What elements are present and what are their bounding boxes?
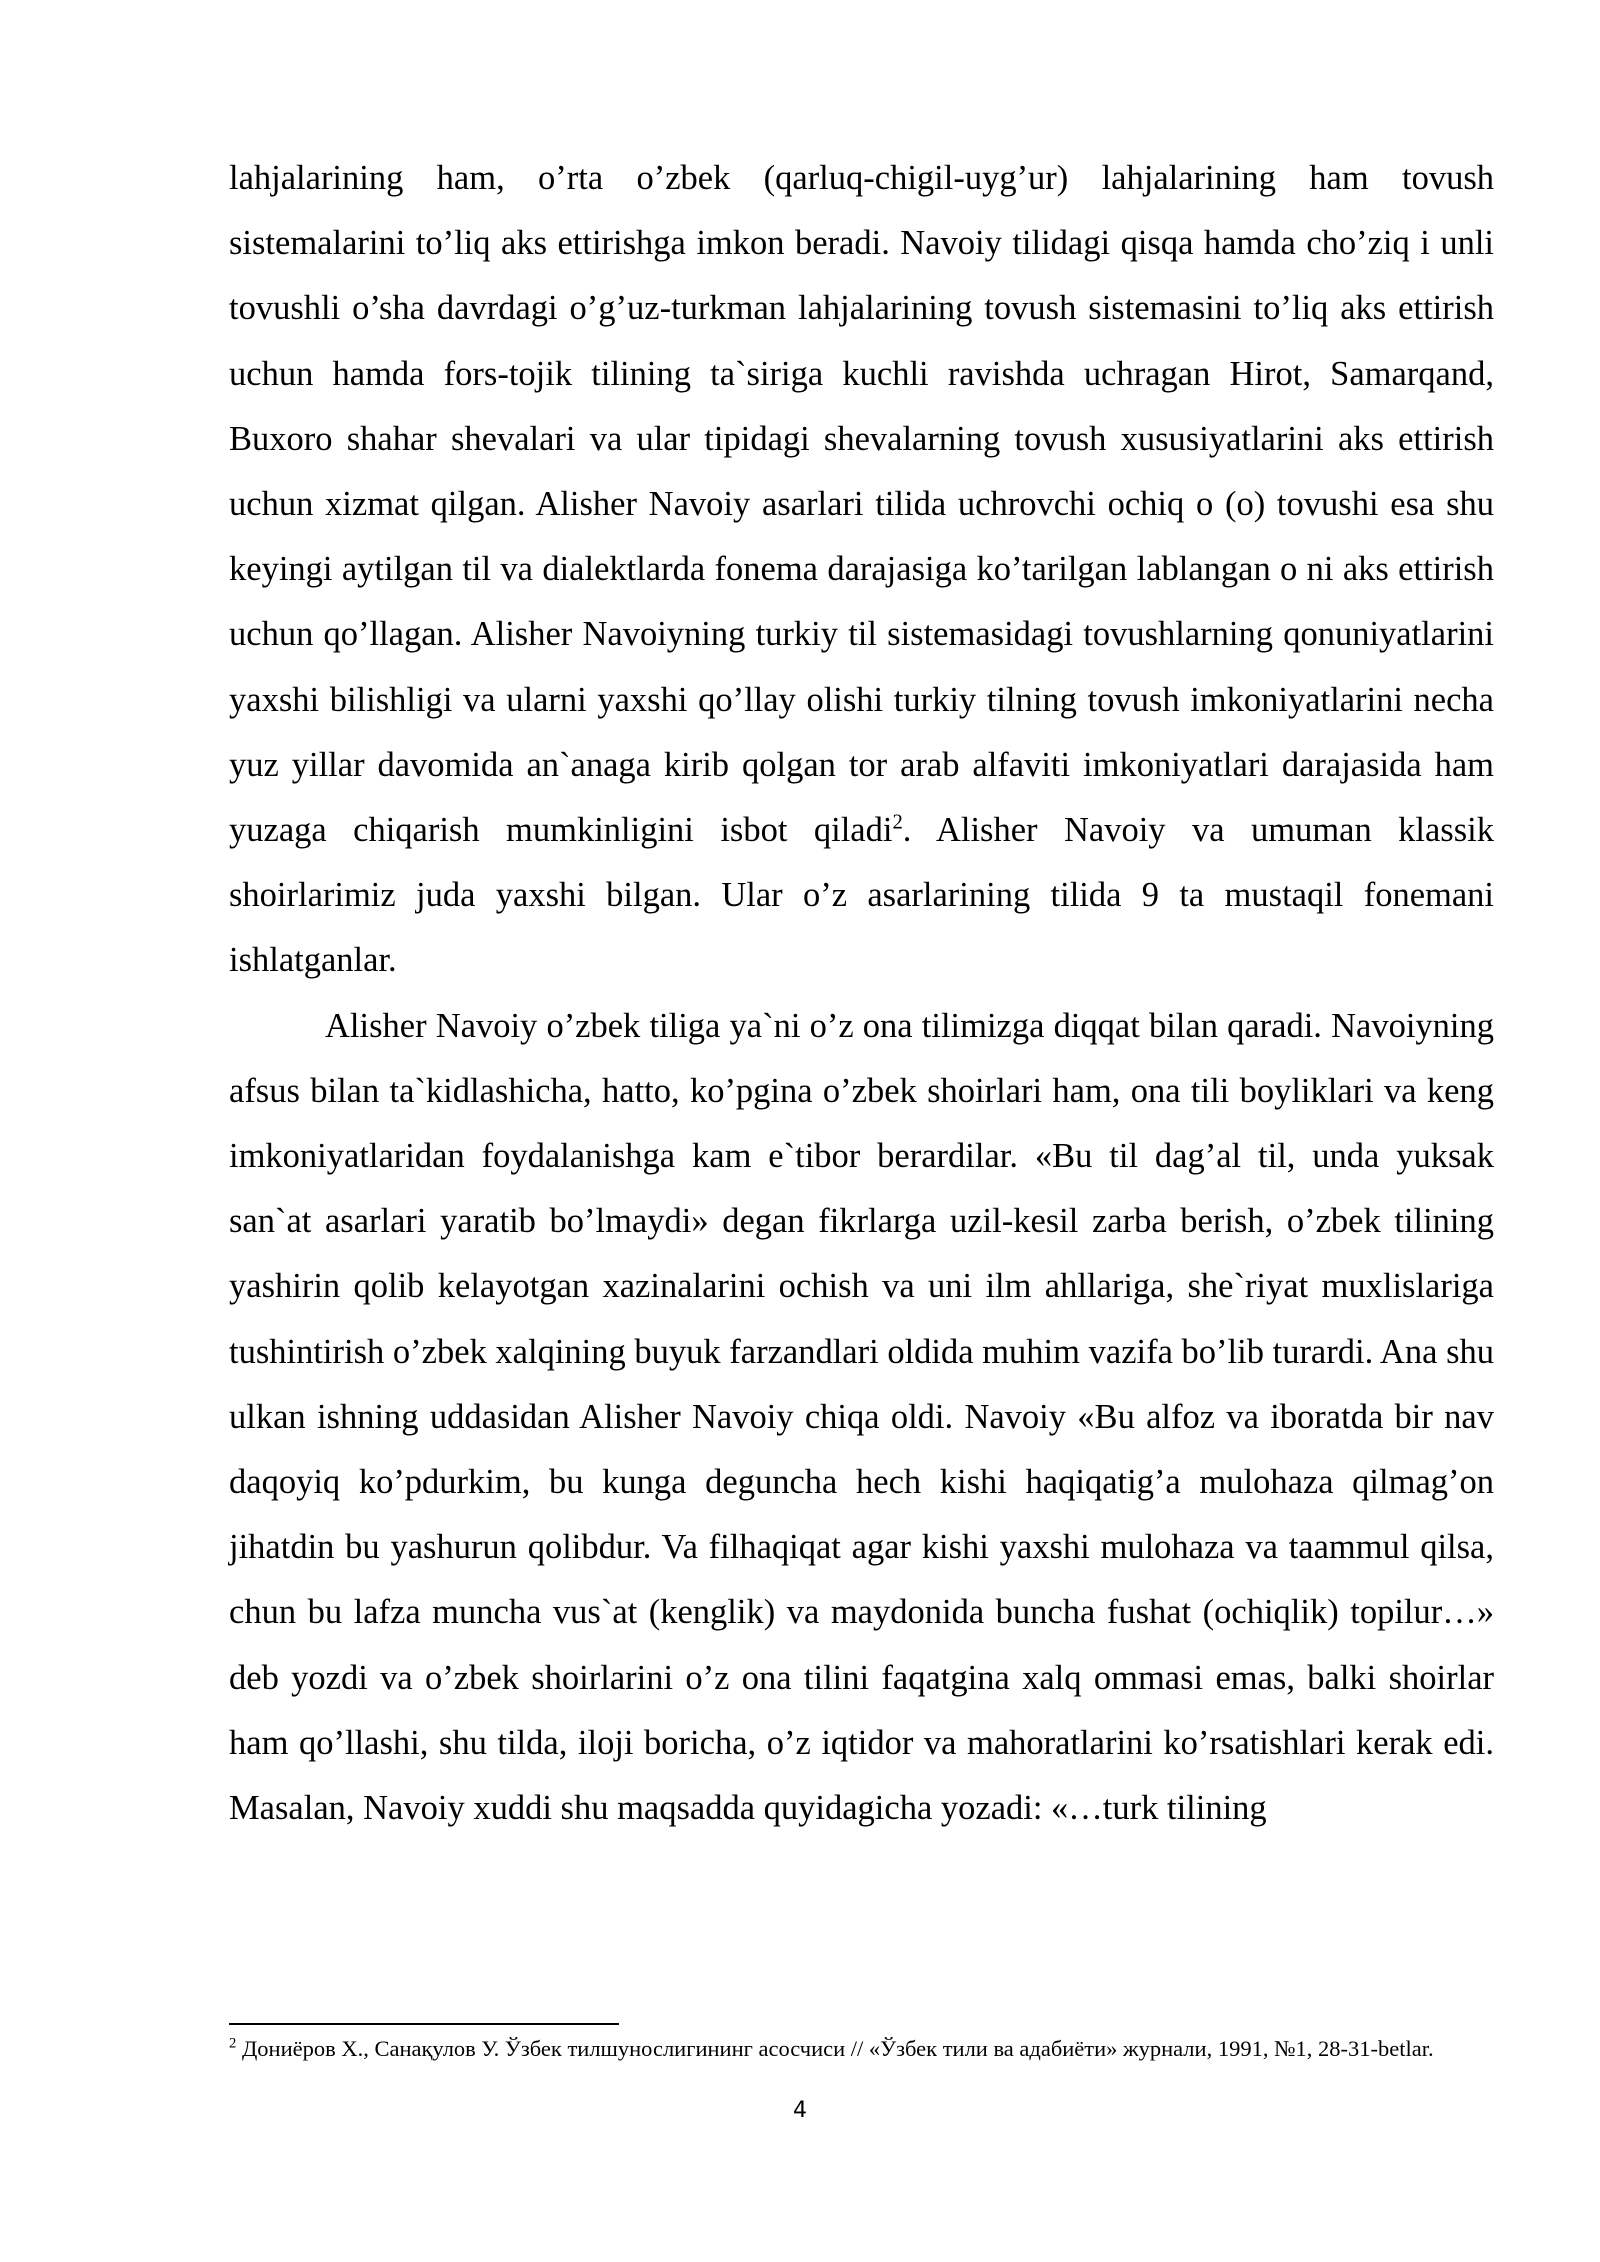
footnote-separator [229,2023,619,2025]
footnote-text: Дониёров Х., Санақулов У. Ўзбек тилшунослигининг асосчиси // «Ўзбек тили ва адабиёти» журнали, 1991, №1, 28-31-betlar. [236,2036,1434,2061]
body-text [229,146,1494,1841]
paragraph-2: Alisher Navoiy o’zbek tiliga ya`ni o’z ona tilimizga diqqat bilan qaradi. Navoiyning afsus bilan ta`kidlashicha, hatto, ko’pgina o’zbek shoirlari ham, ona tili boyliklari va keng imkoniyatlaridan foydalanishga kam e`tibor berardilar. «Bu til dag’al til, unda yuksak san`at asarlari yaratib bo’lmaydi» degan fikrlarga uzil-kesil zarba berish, o’zbek tilining yashirin qolib kelayotgan xazinalarini ochish va uni ilm ahllariga, she`riyat muxlislariga tushintirish o’zbek xalqining buyuk farzandlari oldida muhim vazifa bo’lib turardi. Ana shu ulkan ishning uddasidan Alisher Navoiy chiqa oldi. Navoiy «Bu alfoz va iboratda bir nav daqoyiq ko’pdurkim, bu kunga deguncha hech kishi haqiqatig’a mulohaza qilmag’on jihatdin bu yashurun qolibdur. Va filhaqiqat agar kishi yaxshi mulohaza va taammul qilsa, chun bu lafza muncha vus`at (kenglik) va maydonida buncha fushat (ochiqlik) topilur…» deb yozdi va o’zbek shoirlarini o’z ona tilini faqatgina xalq ommasi emas, balki shoirlar ham qo’llashi, shu tilda, iloji boricha, o’z iqtidor va mahoratlarini ko’rsatishlari kerak edi. Masalan, Navoiy xuddi shu maqsadda quyidagicha yozadi: «…turk tilining [229,1006,1494,1828]
footnote [229,2034,1494,2064]
footnote-reference: 2 [892,811,903,834]
paragraph-1-text-continued: . Alisher Navoiy va umuman klassik shoirlarimiz juda yaxshi bilgan. Ular o’z asarlarining tilida 9 ta mustaqil fonemani ishlatganlar. [229,811,1494,980]
paragraph-1-text: lahjalarining ham, o’rta o’zbek (qarluq-chigil-uyg’ur) lahjalarining ham tovush sistemalarini to’liq aks ettirishga imkon beradi. Navoiy tilidagi qisqa hamda cho’ziq i unli tovushli o’sha davrdagi o’g’uz-turkman lahjalarining tovush sistemasini to’liq aks ettirish uchun hamda fors-tojik tilining ta`siriga kuchli ravishda uchragan Hirot, Samarqand, Buxoro shahar shevalari va ular tipidagi shevalarning tovush xususiyatlarini aks ettirish uchun xizmat qilgan. Alisher Navoiy asarlari tilida uchrovchi ochiq o (o) tovushi esa shu keyingi aytilgan til va dialektlarda fonema darajasiga ko’tarilgan lablangan o ni aks ettirish uchun qo’llagan. Alisher Navoiyning turkiy til sistemasidagi tovushlarning qonuniyatlarini yaxshi bilishligi va ularni yaxshi qo’llay olishi turkiy tilning tovush imkoniyatlarini necha yuz yillar davomida an`anaga kirib qolgan tor arab alfaviti imkoniyatlari darajasida ham yuzaga chiqarish mumkinligini isbot qiladi [229,159,1494,850]
paragraph-1 [229,146,1494,994]
footnote-number: 2 [229,2035,237,2052]
page-number: 4 [793,2098,807,2123]
